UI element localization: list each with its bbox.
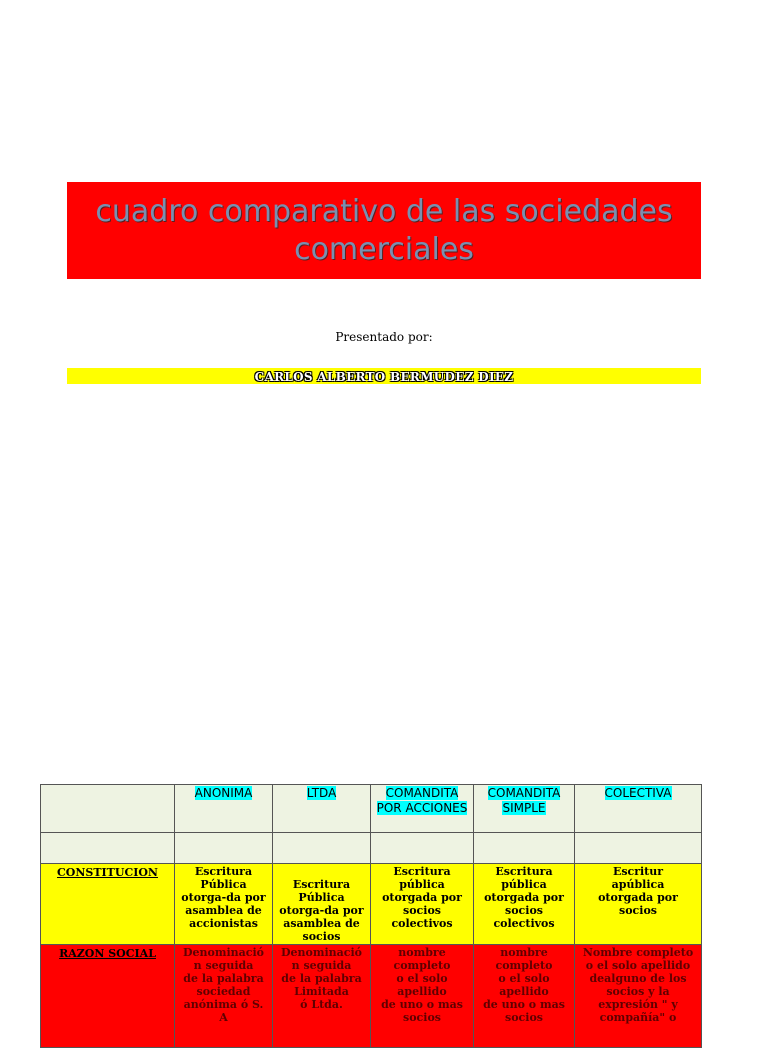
header-cell: COMANDITA POR ACCIONES (371, 785, 474, 833)
table-header-row (41, 785, 702, 833)
row-label-constitucion: CONSTITUCION (57, 866, 158, 879)
document-title: cuadro comparativo de las sociedades comerciales (95, 193, 673, 267)
table-cell: Escritura pública otorgada por socios colectivos (382, 865, 462, 930)
author-name: CARLOS ALBERTO BERMUDEZ DIEZ (254, 370, 514, 384)
table-cell: Escritura Pública otorga-da por asamblea de socios (279, 878, 364, 943)
title-banner (67, 182, 701, 279)
author-banner (67, 368, 701, 384)
table-row (41, 945, 702, 1048)
table-row (41, 864, 702, 945)
table-cell: nombre completo o el solo apellido de uno o mas socios (483, 946, 565, 1024)
comparison-table (40, 784, 702, 1048)
row-label-razon-social: RAZON SOCIAL (59, 947, 156, 960)
table-cell: Denominació n seguida de la palabra sociedad anónima ó S. A (182, 946, 265, 1024)
header-empty-cell (41, 785, 175, 833)
table-spacer-row (41, 833, 702, 864)
header-cell: COLECTIVA (575, 785, 702, 833)
table-cell: nombre completo o el solo apellido de uno o mas socios (381, 946, 463, 1024)
header-cell: ANONIMA (175, 785, 273, 833)
table-cell: Nombre completo o el solo apellido dealguno de los socios y la expresión " y compañía" o (582, 946, 694, 1024)
header-cell: LTDA (273, 785, 371, 833)
table-cell: Escritura Pública otorga-da por asamblea de accionistas (181, 865, 266, 930)
header-cell: COMANDITA SIMPLE (474, 785, 575, 833)
table-cell: Escritur apública otorgada por socios (598, 865, 678, 917)
presented-by-label: Presentado por: (335, 330, 433, 344)
table-cell: Denominació n seguida de la palabra Limitada ó Ltda. (280, 946, 363, 1011)
table-cell: Escritura pública otorgada por socios colectivos (484, 865, 564, 930)
